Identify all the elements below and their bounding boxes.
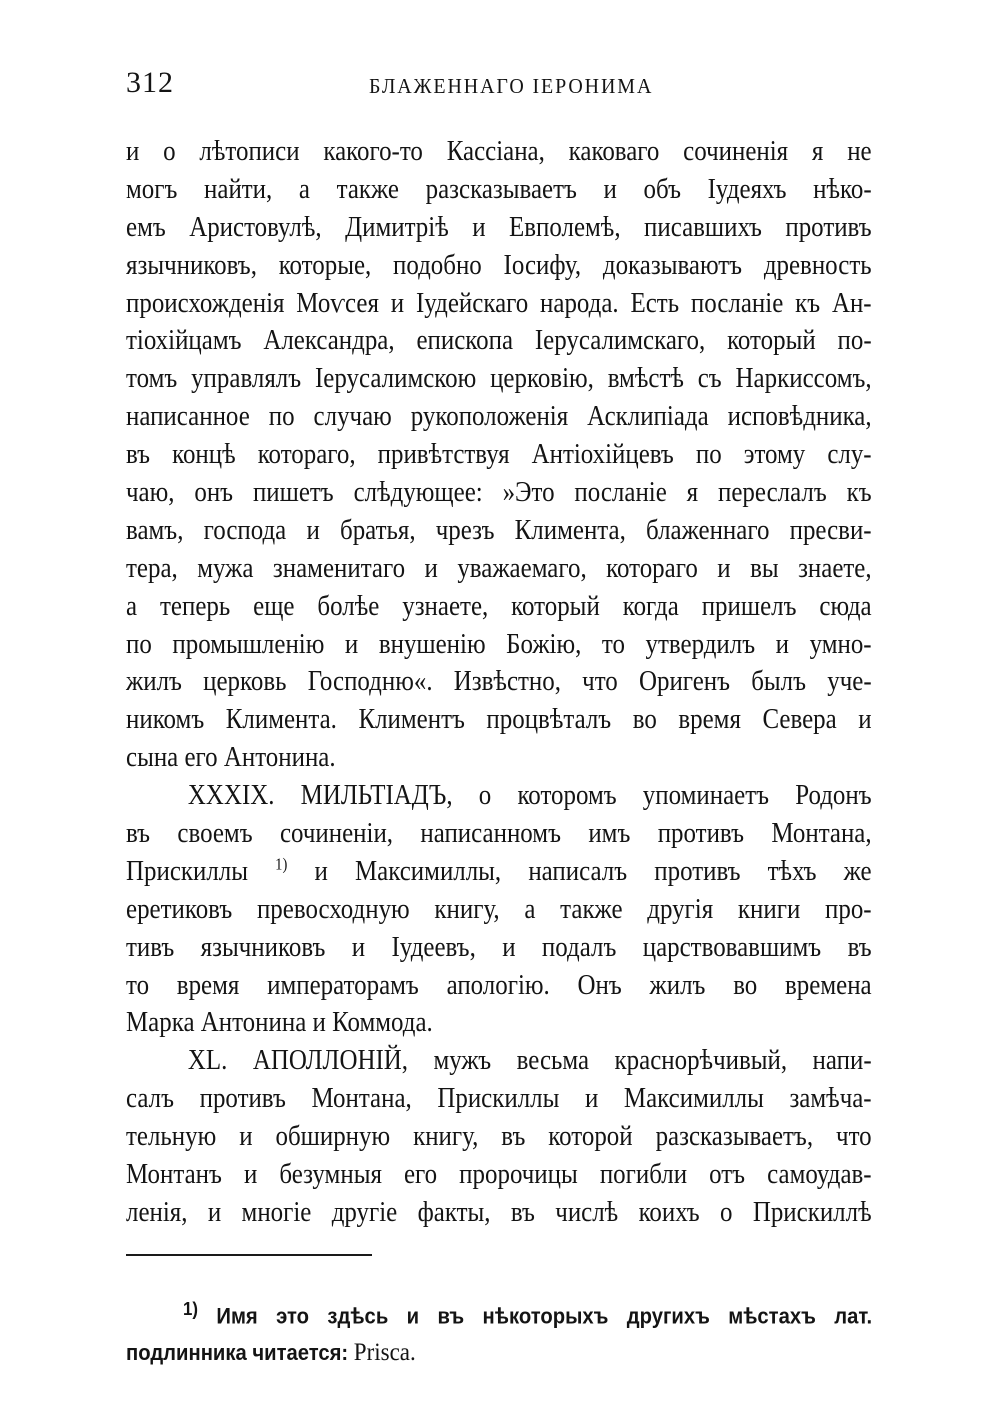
running-head (126, 66, 876, 106)
text-line: тивъ язычниковъ и Іудеевъ, и подалъ царствовавшимъ въ (126, 930, 872, 963)
main-text (126, 133, 872, 1232)
text-line: томъ управлялъ Іерусалимскою церковію, вмѣстѣ съ Наркиссомъ, (126, 362, 872, 395)
footnote-reference: 1) (275, 854, 288, 874)
text-line: написанное по случаю рукоположенія Асклипіада исповѣдника, (126, 400, 872, 433)
text-line: а теперь еще болѣе узнаете, который когда пришелъ сюда (126, 589, 872, 622)
text-line: жилъ церковь Господню«. Извѣстно, что Оригенъ былъ уче- (126, 665, 872, 698)
text-line: въ своемъ сочиненіи, написанномъ имъ противъ Монтана, (126, 817, 872, 850)
text-line: то время императорамъ апологію. Онъ жилъ во времена (126, 968, 872, 1001)
text-segment: Прискиллы (126, 854, 276, 887)
text-line: по промышленію и внушенію Божію, то утвердилъ и умно- (126, 627, 872, 660)
text-line: могъ найти, а также разсказываетъ и объ Іудеяхъ нѣко- (126, 172, 872, 205)
footnote-marker: 1) (183, 1298, 199, 1319)
footnote-line (126, 1290, 872, 1334)
text-line: тіохійцамъ Александра, епископа Іерусалимскаго, который по- (126, 324, 872, 357)
text-line: тера, мужа знаменитаго и уважаемаго, котораго и вы знаете, (126, 551, 872, 584)
text-line: ленія, и многіе другіе факты, въ числѣ коихъ о Прискиллѣ (126, 1195, 872, 1228)
text-line: вамъ, господа и братья, чрезъ Климента, блаженнаго пресви- (126, 513, 872, 546)
text-line: емъ Аристовулѣ, Димитріѣ и Евполемѣ, писавшихъ противъ (126, 210, 872, 243)
text-line: чаю, онъ пишетъ слѣдующее: »Это посланіе я переслалъ къ (126, 476, 872, 509)
text-line (126, 853, 872, 891)
text-line: тельную и обширную книгу, въ которой разсказываетъ, что (126, 1120, 872, 1153)
section-heading-line: XXXIX. МИЛЬТІАДЪ, о которомъ упоминаетъ Родонъ (187, 779, 872, 812)
text-line: язычниковъ, которые, подобно Іосифу, доказываютъ древность (126, 248, 872, 281)
text-line: и о лѣтописи какого-то Кассіана, каковаго сочиненія я не (126, 135, 872, 167)
running-head-title: БЛАЖЕННАГО ІЕРОНИМА (369, 74, 654, 98)
section-heading-line: XL. АПОЛЛОНІЙ, мужъ весьма краснорѣчивый, напи- (187, 1044, 872, 1077)
footnote-latin-word: Prisca. (353, 1339, 416, 1367)
text-line: еретиковъ превосходную книгу, а также другія книги про- (126, 892, 872, 925)
text-line: сына его Антонина. (126, 741, 336, 774)
page-number: 312 (126, 66, 174, 99)
footnote-line (126, 1334, 872, 1371)
text-line: происхожденія Моѵсея и Іудейскаго народа. Есть посланіе къ Ан- (126, 286, 872, 319)
footnote (126, 1290, 873, 1371)
text-line: въ концѣ котораго, привѣтствуя Антіохійцевъ по этому слу- (126, 438, 872, 471)
text-line: салъ противъ Монтана, Прискиллы и Максимиллы замѣча- (126, 1082, 872, 1115)
footnote-text: подлинника читается: (126, 1340, 354, 1366)
text-line: Марка Антонина и Коммода. (126, 1006, 433, 1039)
text-line: Монтанъ и безумныя его пророчицы погибли отъ самоудав- (126, 1158, 872, 1191)
text-line: никомъ Климента. Климентъ процвѣталъ во время Севера и (126, 703, 872, 736)
footnote-text: Имя это здѣсь и въ нѣкоторыхъ другихъ мѣстахъ лат. (198, 1303, 873, 1329)
footnote-divider (126, 1254, 372, 1256)
text-segment: и Максимиллы, написалъ противъ тѣхъ же (287, 854, 872, 887)
